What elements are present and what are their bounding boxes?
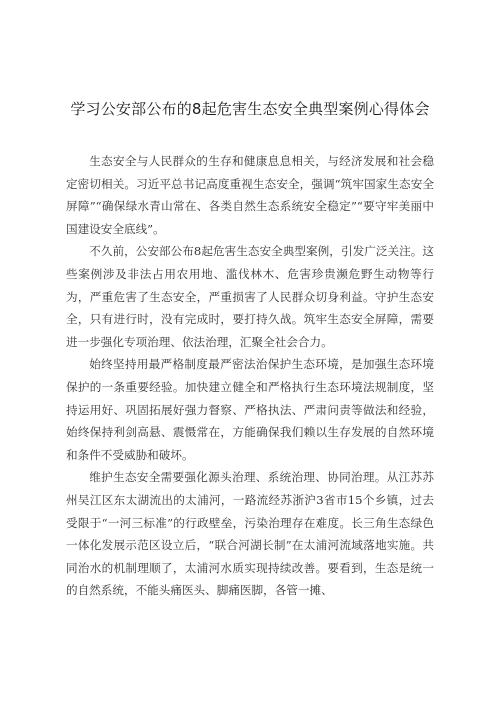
document-body	[66, 150, 434, 602]
body-paragraph-2: 不久前，公安部公布8起危害生态安全典型案例，引发广泛关注。这些案例涉及非法占用农用地、滥伐林木、危害珍贵濒危野生动物等行为，严重危害了生态安全，严重损害了人民群众切身利益。守护生态安全，只有进行时，没有完成时，要打持久战。筑牢生态安全屏障，需要进一步强化专项治理、依法治理，汇聚全社会合力。	[66, 244, 434, 349]
body-paragraph-1: 生态安全与人民群众的生存和健康息息相关，与经济发展和社会稳定密切相关。习近平总书记高度重视生态安全，强调“筑牢国家生态安全屏障”“确保绿水青山常在、各类自然生态系统安全稳定”“要守牢美丽中国建设安全底线”。	[66, 154, 434, 236]
body-paragraph-4: 维护生态安全需要强化源头治理、系统治理、协同治理。从江苏苏州吴江区东太湖流出的太浦河，一路流经苏浙沪3省市15个乡镇，过去受限于“一河三标准”的行政壁垒，污染治理存在难度。长三角生态绿色一体化发展示范区设立后，“联合河湖长制”在太浦河流域落地实施。共同治水的机制理顺了，太浦河水质实现持续改善。要看到，生态是统一的自然系统，不能头痛医头、脚痛医脚，各管一摊、	[66, 470, 434, 598]
body-paragraph-3: 始终坚持用最严格制度最严密法治保护生态环境，是加强生态环境保护的一条重要经验。加快建立健全和严格执行生态环境法规制度，坚持运用好、巩固拓展好强力督察、严格执法、严肃问责等做法和经验，始终保持利剑高悬、震慑常在，方能确保我们赖以生存发展的自然环境和条件不受威胁和破坏。	[66, 357, 434, 462]
document-title: 学习公安部公布的8起危害生态安全典型案例心得体会	[70, 100, 430, 118]
